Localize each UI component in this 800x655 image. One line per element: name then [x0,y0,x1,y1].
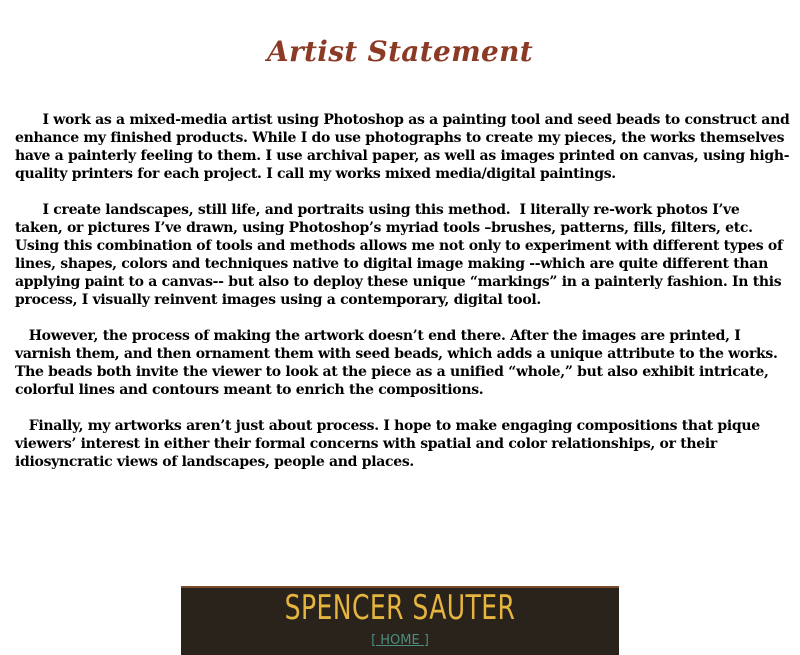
home-link[interactable]: [ HOME ] [371,633,429,648]
statement-paragraph-2: I create landscapes, still life, and portraits using this method. I literally re-work photos I’ve taken, or pictures I’ve drawn, using Photoshop’s myriad tools –brushes, patterns, fills, filters, etc. Using this combination of tools and methods allows me not only to experiment with different types of lines, shapes, colors and techniques native to digital image making --which are quite different than applying paint to a canvas-- but also to deploy these unique “markings” in a painterly fashion. In this process, I visually reinvent images using a contemporary, digital tool. [15,202,788,308]
artist-statement-body [15,111,795,489]
footer-banner [181,586,619,655]
artist-name-logo: SPENCER SAUTER [284,588,516,628]
statement-paragraph-4: Finally, my artworks aren’t just about process. I hope to make engaging compositions that pique viewers’ interest in either their formal concerns with spatial and color relationships, or their idiosyncratic views of landscapes, people and places. [15,418,765,470]
statement-paragraph-1: I work as a mixed-media artist using Photoshop as a painting tool and seed beads to construct and enhance my finished products. While I do use photographs to create my pieces, the works themselves have a painterly feeling to them. I use archival paper, as well as images printed on canvas, using high-quality printers for each project. I call my works mixed media/digital paintings. [15,112,795,182]
statement-paragraph-3: However, the process of making the artwork doesn’t end there. After the images are printed, I varnish them, and then ornament them with seed beads, which adds a unique attribute to the works. The beads both invite the viewer to look at the piece as a unified “whole,” but also exhibit intricate, colorful lines and contours meant to enrich the compositions. [15,328,783,398]
page-title: Artist Statement [266,35,534,68]
